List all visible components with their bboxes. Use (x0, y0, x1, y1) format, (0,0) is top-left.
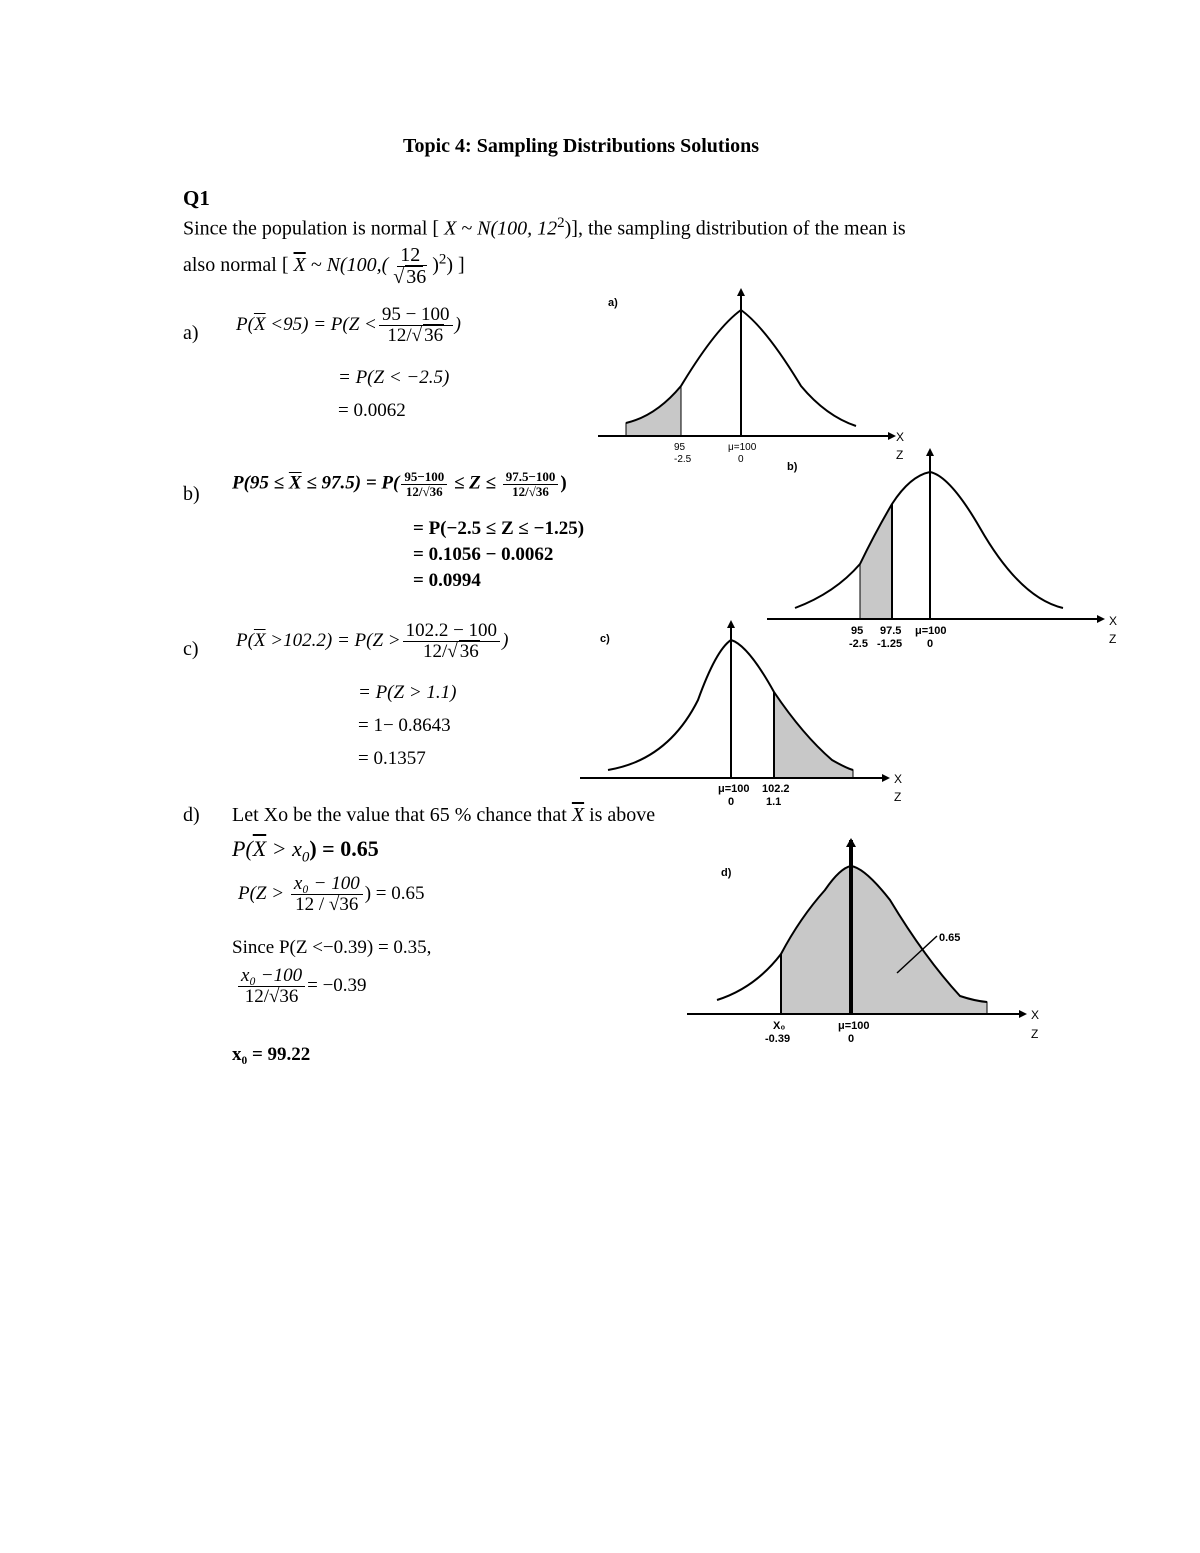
question-heading: Q1 (183, 186, 210, 210)
graph-tag: d) (721, 867, 732, 879)
tick-label-x: μ=100 (915, 625, 947, 637)
graph-tag: c) (600, 633, 610, 645)
part-d-line-3 (238, 874, 425, 915)
sqrt-radicand: 36 (459, 640, 479, 662)
part-b-line-2: = P(−2.5 ≤ Z ≤ −1.25) (413, 518, 585, 539)
axis-label-z: Z (1031, 1027, 1039, 1041)
tick-label-x: μ=100 (728, 442, 757, 453)
area-label: 0.65 (939, 932, 961, 944)
fraction-numerator: 95−100 (401, 470, 447, 485)
shaded-area (860, 504, 892, 619)
z-fraction-upper (503, 470, 559, 498)
part-d-line-2 (232, 836, 379, 866)
part-a-line-1 (236, 305, 461, 346)
normal-curve-graph-c (578, 620, 913, 812)
part-a-label: a) (183, 322, 199, 344)
intro-text-1b: X ~ N(100, 12 (444, 217, 558, 240)
tick-label-x: 95 (851, 625, 864, 637)
tick-label-z: -1.25 (877, 638, 903, 650)
tick-label-z: 0 (738, 454, 744, 465)
tick-label-x: 97.5 (880, 625, 902, 637)
arrow-right-icon (882, 774, 890, 782)
part-d-text: P( (232, 836, 253, 861)
part-c-line-2: = P(Z > 1.1) (358, 682, 457, 703)
part-d-text: > x (266, 836, 302, 861)
arrow-up-icon (846, 838, 856, 847)
z-fraction (291, 874, 363, 915)
tick-label-x: X₀ (773, 1020, 786, 1032)
z-fraction (379, 305, 453, 346)
xbar-symbol: $\overline{X}$ (571, 804, 585, 826)
part-d-line-4: Since P(Z <−0.39) = 0.35, (232, 937, 432, 958)
fraction-numerator: 95 − 100 (379, 305, 453, 326)
arrow-right-icon (1019, 1010, 1027, 1018)
z-fraction (403, 621, 500, 662)
normal-curve-graph-a (596, 288, 916, 468)
axis-label-z: Z (1109, 632, 1117, 646)
solve-fraction (238, 966, 305, 1007)
fraction-den-text: 12/ (422, 640, 448, 662)
fraction-denominator: 12 / √36 (295, 893, 359, 915)
fraction-numerator: 102.2 − 100 (403, 621, 500, 642)
axis-label-x: X (1031, 1008, 1040, 1022)
part-d-result: x₀ = 99.22 (232, 1044, 311, 1065)
graph-tag: b) (787, 461, 798, 473)
part-d-text: = −0.39 (307, 974, 367, 996)
arrow-right-icon (888, 432, 896, 440)
part-c-line-1 (236, 621, 508, 662)
tick-label-x: 102.2 (762, 783, 790, 795)
xbar-symbol: $\overline{X}$ (293, 254, 306, 277)
tick-label-z: -2.5 (849, 638, 868, 650)
fraction-denominator: 12/√ 36 (422, 640, 479, 662)
part-b-line-1 (232, 470, 567, 498)
fraction-numerator: 12 (397, 245, 423, 267)
intro-text-1a: Since the population is normal [ (183, 217, 445, 240)
intro-text-2c: ~ N(100,( (305, 254, 389, 277)
part-b-text: ≤ 97.5) = P( (301, 472, 400, 494)
part-b-text: ) (560, 472, 567, 494)
fraction-denominator: √ 36 (393, 266, 427, 288)
part-a-line-2: = P(Z < −2.5) (338, 367, 450, 388)
intro-text-1c: 2 (557, 215, 565, 231)
fraction-denominator: 12/√36 (405, 483, 443, 499)
tick-label-z: -2.5 (674, 454, 692, 465)
part-d-text: ) = 0.65 (309, 836, 379, 861)
arrow-up-icon (727, 620, 735, 628)
axis-label-x: X (894, 772, 903, 786)
intro-text-2f: ) ] (446, 254, 465, 277)
fraction-denominator: 12/√ 36 (387, 324, 444, 346)
part-a-result: = 0.0062 (338, 400, 406, 421)
tick-label-z: 0 (728, 796, 735, 808)
tick-label-x: μ=100 (838, 1020, 870, 1032)
xbar-symbol: $\overline{X}$ (252, 836, 267, 861)
part-b-text: ≤ Z ≤ (449, 472, 501, 494)
fraction-den-a: 12 (244, 985, 264, 1007)
fraction-denominator: 12/√36 (244, 985, 299, 1007)
arrow-up-icon (926, 448, 934, 456)
fraction-denominator: 12/√36 (512, 483, 549, 499)
xbar-symbol: $\overline{X}$ (253, 313, 266, 335)
part-c-result: = 0.1357 (358, 748, 426, 769)
intro-text-2a: also normal [ (183, 254, 294, 277)
subscript: 0 (301, 849, 310, 866)
part-d-text: ) = 0.65 (364, 882, 425, 904)
part-d-text: Let Xo be the value that 65 % chance that (232, 804, 572, 826)
tick-label-z: 1.1 (766, 796, 782, 808)
xbar-symbol: $\overline{X}$ (288, 472, 302, 494)
arrow-up-icon (737, 288, 745, 296)
tick-label-z: 0 (927, 638, 934, 650)
tick-label-x: μ=100 (718, 783, 750, 795)
part-b-label: b) (183, 483, 200, 505)
page-title: Topic 4: Sampling Distributions Solutions (403, 135, 760, 157)
tick-label-x: 95 (674, 442, 686, 453)
sqrt-radicand: 36 (424, 324, 444, 346)
part-d-text: is above (584, 804, 656, 826)
fraction-numerator: 97.5−100 (503, 470, 559, 485)
sigma-fraction (390, 245, 430, 288)
z-fraction-lower (401, 470, 447, 498)
part-a-text: <95) = P(Z < (265, 313, 377, 335)
intro-line-1 (183, 215, 906, 241)
part-c-label: c) (183, 638, 199, 660)
intro-line-2 (183, 245, 465, 288)
tick-label-z: -0.39 (765, 1033, 791, 1045)
part-d-text: P(Z > (238, 882, 289, 904)
normal-curve-graph-d (685, 838, 1055, 1050)
part-a-text: ) (454, 313, 461, 335)
part-d-label: d) (183, 804, 200, 826)
tick-label-z: 0 (848, 1033, 855, 1045)
part-a-text: P( (236, 313, 254, 335)
part-d-line-5 (236, 966, 367, 1007)
part-c-line-3: = 1− 0.8643 (358, 715, 451, 736)
xbar-symbol: $\overline{X}$ (253, 629, 266, 651)
graph-tag: a) (608, 297, 618, 309)
fraction-numerator: x₀ − 100 (291, 874, 363, 895)
axis-label-z: Z (896, 448, 904, 462)
intro-text-2d: ) (432, 254, 439, 277)
axis-label-x: X (1109, 614, 1118, 628)
part-c-text: >102.2) = P(Z > (265, 629, 401, 651)
intro-text-2e: 2 (438, 251, 447, 268)
axis-label-x: X (896, 430, 905, 444)
sqrt-radicand: 36 (406, 266, 427, 288)
part-b-text: P(95 ≤ (232, 472, 289, 494)
fraction-den-text: 12/ (387, 324, 412, 346)
fraction-numerator: x₀ −100 (238, 966, 305, 987)
part-b-result: = 0.0994 (413, 570, 481, 591)
intro-text-1d: )], the sampling distribution of the mean is (564, 217, 906, 240)
axis-label-z: Z (894, 790, 902, 804)
part-b-line-3: = 0.1056 − 0.0062 (413, 544, 554, 565)
fraction-den-b: √36 (268, 985, 299, 1007)
arrow-right-icon (1097, 615, 1105, 623)
part-c-text: P( (236, 629, 254, 651)
part-c-text: ) (502, 629, 509, 651)
